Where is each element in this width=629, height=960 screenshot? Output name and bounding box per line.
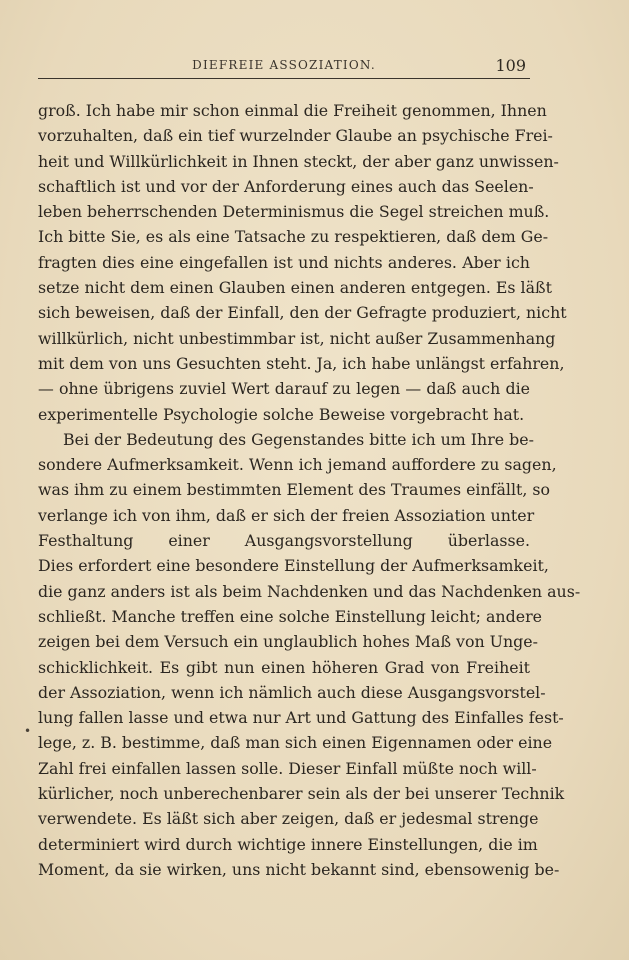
text-line: Festhaltung einer Ausgangsvorstellung überlasse. [38,531,530,551]
text-line: zeigen bei dem Versuch ein unglaublich hohes Maß von Unge- [38,632,538,652]
text-line: lung fallen lasse und etwa nur Art und Gattung des Einfalles fest- [38,708,564,728]
text-line: vorzuhalten, daß ein tief wurzelnder Glaube an psychische Frei- [38,126,553,146]
text-line: sondere Aufmerksamkeit. Wenn ich jemand auffordere zu sagen, [38,455,557,475]
text-line: Moment, da sie wirken, uns nicht bekannt sind, ebensowenig be- [38,859,560,879]
text-line: schließt. Manche treffen eine solche Einstellung leicht; andere [38,606,542,626]
text-line: heit und Willkürlichkeit in Ihnen steckt, der aber ganz unwissen- [38,151,559,171]
body-text [38,98,581,882]
running-head [38,56,530,79]
text-line: fragten dies eine eingefallen ist und nichts anderes. Aber ich [38,252,530,272]
text-line: leben beherrschenden Determinismus die Segel streichen muß. [38,202,550,222]
text-line: setze nicht dem einen Glauben einen anderen entgegen. Es läßt [38,278,552,298]
text-line: was ihm zu einem bestimmten Element des Traumes einfällt, so [38,480,551,500]
text-line: Dies erfordert eine besondere Einstellung der Aufmerksamkeit, [38,556,549,576]
text-line: schaftlich ist und vor der Anforderung eines auch das Seelen- [38,176,534,196]
text-line: lege, z. B. bestimme, daß man sich einen Eigennamen oder eine [38,733,553,753]
text-line: Ich bitte Sie, es als eine Tatsache zu respektieren, daß dem Ge- [38,227,549,247]
page-number: 109 [495,56,526,75]
text-line: groß. Ich habe mir schon einmal die Freiheit genommen, Ihnen [38,101,547,120]
text-line: schicklichkeit. Es gibt nun einen höheren Grad von Freiheit [38,657,530,677]
text-line: die ganz anders ist als beim Nachdenken und das Nachdenken aus- [38,581,581,601]
text-line: verlange ich von ihm, daß er sich der freien Assoziation unter [38,505,535,525]
text-line: — ohne übrigens zuviel Wert darauf zu legen — daß auch die [38,379,530,399]
text-line: Zahl frei einfallen lassen solle. Dieser Einfall müßte noch will- [38,758,537,778]
text-line: sich beweisen, daß der Einfall, den der Gefragte produziert, nicht [38,303,567,323]
text-line: verwendete. Es läßt sich aber zeigen, daß er jedesmal strenge [38,809,539,829]
margin-dot-mark: • [24,724,32,738]
text-line: der Assoziation, wenn ich nämlich auch diese Ausgangsvorstel- [38,682,546,702]
text-line: experimentelle Psychologie solche Beweise vorgebracht hat. [38,404,525,424]
text-line: mit dem von uns Gesuchten steht. Ja, ich habe unlängst erfahren, [38,353,565,373]
text-line: willkürlich, nicht unbestimmbar ist, nicht außer Zusammenhang [38,328,556,348]
text-line: kürlicher, noch unberechenbarer sein als der bei unserer Technik [38,784,565,804]
text-line: determiniert wird durch wichtige innere Einstellungen, die im [38,834,538,854]
running-title: DIEFREIE ASSOZIATION. [192,58,376,72]
text-line: Bei der Bedeutung des Gegenstandes bitte ich um Ihre be- [63,429,534,449]
